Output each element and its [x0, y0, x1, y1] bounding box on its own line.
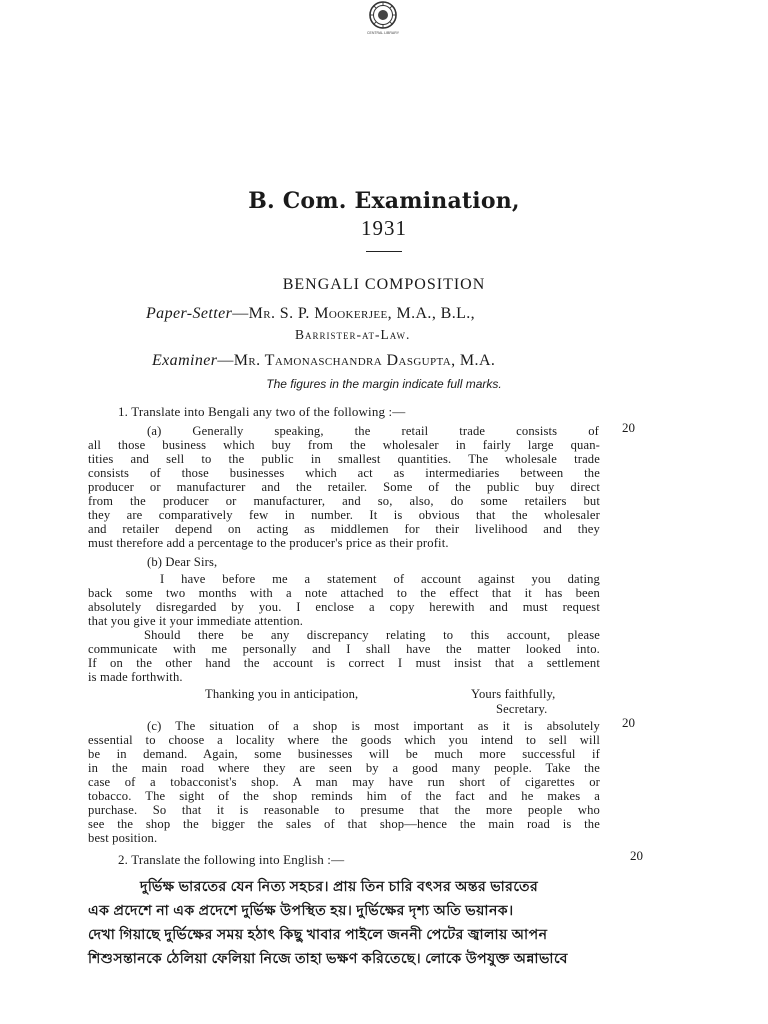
paper-setter-label: Paper-Setter [146, 305, 233, 322]
q1b-salutation: (b) Dear Sirs, [147, 555, 218, 569]
examiner-line [152, 352, 495, 370]
subject-heading: BENGALI COMPOSITION [282, 276, 486, 293]
q1a-line: they are comparatively few in number. It is obvious that the wholesaler [88, 508, 600, 522]
q1b-line: absolutely disregarded by you. I enclose a copy herewith and must request [88, 600, 600, 614]
q1b-line: is made forthwith. [88, 670, 183, 684]
q2-bengali-line: দেখা গিয়াছে দুর্ভিক্ষের সময় হঠাৎ কিছু খাবার পাইলে জননী পেটের জ্বালায় আপন [88, 928, 548, 943]
q1b-line: that you give it your immediate attention. [88, 614, 304, 628]
q1c-line: be in demand. Again, some businesses will be much more successful if [88, 747, 600, 761]
q1c-line: essential to choose a locality where the goods which you intend to sell will [88, 733, 600, 747]
q1b-line: I have before me a statement of account against you dating [160, 572, 600, 586]
q1b-line: Should there be any discrepancy relating to this account, please [144, 628, 600, 642]
library-seal [366, 0, 400, 40]
q2-bengali-line: শিশুসন্তানকে ঠেলিয়া ফেলিয়া নিজে তাহা ভক্ষণ করিতেছে। লোকে উপযুক্ত অন্নাভাবে [88, 952, 568, 967]
paper-setter-line [146, 305, 475, 323]
q1c-line: (c) The situation of a shop is most important as it is absolutely [147, 719, 600, 733]
q1c-line: see the shop the bigger the sales of that shop—hence the main road is the [88, 817, 600, 831]
q1c-line: purchase. So that it is reasonable to presume that the more people who [88, 803, 600, 817]
q1b-closing: Thanking you in anticipation, [205, 687, 359, 701]
q1c-line: best position. [88, 831, 158, 845]
marks-note: The figures in the margin indicate full marks. [266, 377, 502, 391]
q1b-line: back some two months with a note attached to the effect that it has been [88, 586, 600, 600]
q2-bengali-line: দুর্ভিক্ষ ভারতের যেন নিত্য সহচর। প্রায় তিন চারি বৎসর অন্তর ভারতের [140, 880, 539, 895]
q2-bengali-line: এক প্রদেশে না এক প্রদেশে দুর্ভিক্ষ উপস্থিত হয়। দুর্ভিক্ষের দৃশ্য অতি ভয়ানক। [88, 904, 514, 919]
question-2-heading: 2. Translate the following into English :— [118, 852, 345, 867]
q1c-line: in the main road where they are seen by a good many people. Take the [88, 761, 600, 775]
exam-title: B. Com. Examination, [248, 188, 520, 214]
examiner-label: Examiner [152, 352, 218, 369]
q1b-signature: Secretary. [496, 702, 548, 716]
q1a-line: all those business which buy from the wholesaler in fairly large quan- [88, 438, 600, 452]
question-1-marks: 20 [622, 420, 635, 435]
q1b-signoff: Yours faithfully, [471, 687, 556, 701]
exam-year: 1931 [361, 216, 407, 240]
q1c-marks: 20 [622, 715, 635, 730]
paper-setter-name: —Mr. S. P. Mookerjee, M.A., B.L., [232, 305, 476, 322]
title-divider [366, 251, 402, 252]
q1b-line: communicate with me personally and I shall have the matter looked into. [88, 642, 600, 656]
q1a-line: and retailer depend on acting as middlemen for their livelihood and they [88, 522, 600, 536]
q1c-line: tobacco. The sight of the shop reminds him of the fact and he makes a [88, 789, 600, 803]
q1b-line: If on the other hand the account is correct I must insist that a settlement [88, 656, 600, 670]
q1a-line: producer or manufacturer and the retailer. Some of the public buy direct [88, 480, 600, 494]
paper-setter-title: Barrister-at-Law. [295, 327, 411, 342]
q1a-line: must therefore add a percentage to the producer's price as their profit. [88, 536, 449, 550]
q1a-line: (a) Generally speaking, the retail trade consists of [147, 424, 599, 438]
q1a-line: consists of those businesses which act as intermediaries between the [88, 466, 600, 480]
question-2-marks: 20 [630, 848, 643, 863]
examiner-name: —Mr. Tamonaschandra Dasgupta, M.A. [217, 352, 496, 369]
question-1-heading: 1. Translate into Bengali any two of the following :— [118, 404, 406, 419]
q1c-line: case of a tobacconist's shop. A man may have run short of cigarettes or [88, 775, 600, 789]
q1a-line: from the producer or manufacturer, and so, also, do some retailers but [88, 494, 600, 508]
seal-label: CENTRAL LIBRARY [366, 31, 400, 35]
q1a-line: tities and sell to the public in smallest quantities. The wholesale trade [88, 452, 600, 466]
